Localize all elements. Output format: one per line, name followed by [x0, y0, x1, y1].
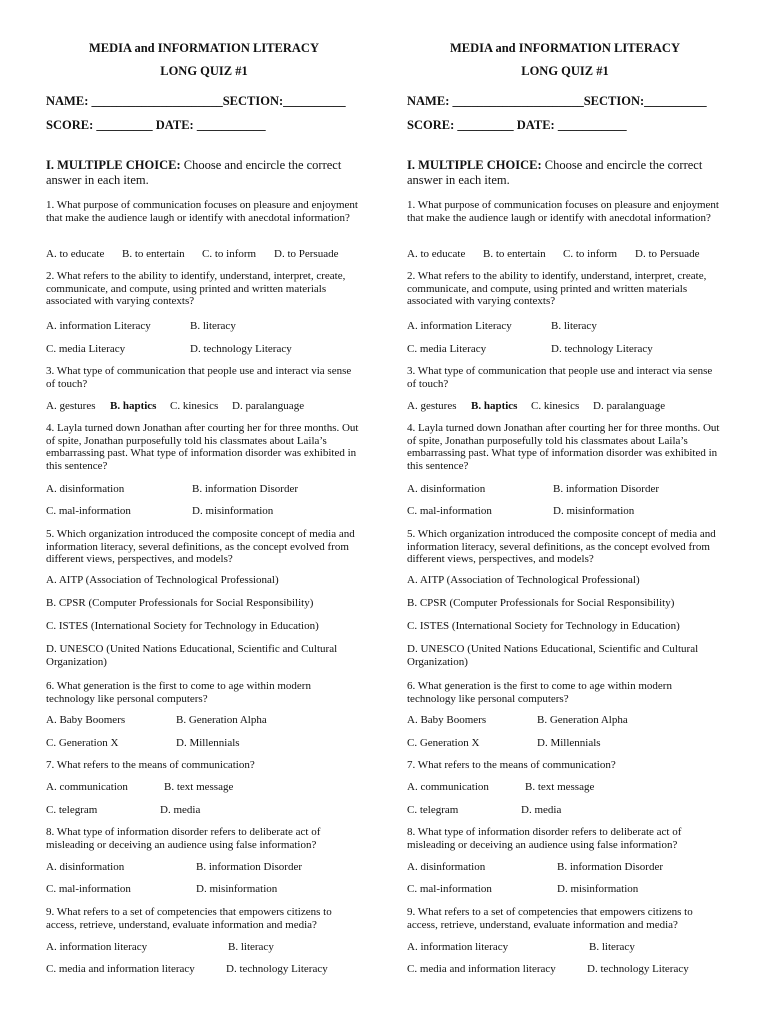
answer-option: D. paralanguage [593, 400, 666, 412]
answer-option: D. paralanguage [232, 400, 305, 412]
question-text: 3. What type of communication that people use and interact via sense of touch? [46, 365, 352, 390]
question-text: 6. What generation is the first to come to age within modern technology like personal computers? [46, 680, 311, 705]
answer-option: C. ISTES (International Society for Technology in Education) [407, 620, 680, 632]
answer-option: B. CPSR (Computer Professionals for Social Responsibility) [407, 597, 675, 609]
answer-option: A. disinformation [46, 861, 125, 873]
question-text: 1. What purpose of communication focuses on pleasure and enjoyment that make the audience laugh or identify with anecdotal information? [407, 199, 719, 224]
answer-option: C. kinesics [531, 400, 580, 412]
question-text: 3. What type of communication that people use and interact via sense of touch? [407, 365, 713, 390]
answer-option: A. disinformation [46, 483, 125, 495]
section-instruction [407, 158, 723, 188]
question-text: 9. What refers to a set of competencies that empowers citizens to access, retrieve, understand, evaluate information and media? [407, 906, 693, 931]
answer-option: B. information Disorder [557, 861, 664, 873]
answer-option: D. UNESCO (United Nations Educational, Scientific and Cultural Organization) [46, 643, 338, 668]
answer-option: A. gestures [407, 400, 457, 412]
answer-option: C. kinesics [170, 400, 219, 412]
score-date-line: SCORE: _________ DATE: ___________ [407, 118, 627, 132]
answer-option: C. to inform [563, 248, 618, 260]
answer-option: A. Baby Boomers [46, 714, 126, 726]
quiz-subtitle: LONG QUIZ #1 [160, 64, 248, 78]
answer-option: A. communication [407, 781, 489, 793]
score-date-line: SCORE: _________ DATE: ___________ [46, 118, 266, 132]
answer-option: D. misinformation [553, 505, 635, 517]
answer-option: D. technology Literacy [190, 343, 292, 355]
answer-option: B. Generation Alpha [537, 714, 628, 726]
answer-option: A. AITP (Association of Technological Professional) [46, 574, 279, 586]
quiz-copy-left [46, 0, 376, 1024]
answer-option: A. to educate [407, 248, 466, 260]
answer-option-selected: B. haptics [471, 400, 518, 412]
answer-option: D. technology Literacy [226, 963, 328, 975]
answer-option: C. telegram [407, 804, 459, 816]
answer-option: C. mal-information [407, 505, 492, 517]
answer-option: A. disinformation [407, 861, 486, 873]
answer-option: D. technology Literacy [551, 343, 653, 355]
answer-option: A. Baby Boomers [407, 714, 487, 726]
answer-option: B. to entertain [122, 248, 185, 260]
answer-option: B. Generation Alpha [176, 714, 267, 726]
question-text: 5. Which organization introduced the composite concept of media and information literacy, several definitions, as the concept evolved from different views, perspectives, and models? [46, 528, 355, 565]
answer-option: A. disinformation [407, 483, 486, 495]
answer-option: A. communication [46, 781, 128, 793]
answer-option: C. media and information literacy [46, 963, 195, 975]
question-text: 6. What generation is the first to come to age within modern technology like personal computers? [407, 680, 672, 705]
answer-option: C. media Literacy [407, 343, 487, 355]
question-text: 2. What refers to the ability to identify, understand, interpret, create, communicate, and compute, using printed and written materials associated with varying contexts? [46, 270, 346, 307]
answer-option: B. literacy [551, 320, 597, 332]
answer-option: B. information Disorder [192, 483, 299, 495]
question-text: 7. What refers to the means of communication? [46, 759, 255, 771]
question-text: 1. What purpose of communication focuses on pleasure and enjoyment that make the audience laugh or identify with anecdotal information? [46, 199, 358, 224]
question-text: 5. Which organization introduced the composite concept of media and information literacy, several definitions, as the concept evolved from different views, perspectives, and models? [407, 528, 716, 565]
answer-option: B. literacy [190, 320, 236, 332]
answer-option: B. text message [164, 781, 234, 793]
section-heading: I. MULTIPLE CHOICE: [46, 158, 181, 172]
answer-option: D. misinformation [557, 883, 639, 895]
answer-option: B. information Disorder [553, 483, 660, 495]
quiz-subtitle: LONG QUIZ #1 [521, 64, 609, 78]
name-section-line: NAME: _____________________SECTION:__________ [46, 94, 346, 108]
answer-option: D. media [160, 804, 201, 816]
answer-option: A. information literacy [46, 941, 148, 953]
answer-option: A. AITP (Association of Technological Professional) [407, 574, 640, 586]
answer-option: B. text message [525, 781, 595, 793]
answer-option: B. literacy [589, 941, 635, 953]
answer-option: C. to inform [202, 248, 257, 260]
answer-option: C. mal-information [46, 883, 131, 895]
answer-option: B. CPSR (Computer Professionals for Social Responsibility) [46, 597, 314, 609]
answer-option: C. Generation X [46, 737, 119, 749]
answer-option: D. UNESCO (United Nations Educational, Scientific and Cultural Organization) [407, 643, 699, 668]
answer-option: D. Millennials [176, 737, 240, 749]
answer-option: B. information Disorder [196, 861, 303, 873]
answer-option: D. technology Literacy [587, 963, 689, 975]
answer-option: D. to Persuade [635, 248, 700, 260]
answer-option: A. information Literacy [46, 320, 151, 332]
answer-option: C. ISTES (International Society for Technology in Education) [46, 620, 319, 632]
answer-option: A. information literacy [407, 941, 509, 953]
answer-option: B. literacy [228, 941, 274, 953]
answer-option-selected: B. haptics [110, 400, 157, 412]
answer-option: D. media [521, 804, 562, 816]
answer-option: A. gestures [46, 400, 96, 412]
name-section-line: NAME: _____________________SECTION:__________ [407, 94, 707, 108]
instruction-text: Choose and encircle the correct answer in each item. [407, 158, 703, 187]
question-text: 8. What type of information disorder refers to deliberate act of misleading or deceiving an audience using false information? [407, 826, 682, 851]
answer-option: B. to entertain [483, 248, 546, 260]
answer-option: C. telegram [46, 804, 98, 816]
answer-option: D. misinformation [192, 505, 274, 517]
question-text: 4. Layla turned down Jonathan after courting her for three months. Out of spite, Jonathan purposefully told his classmates about Laila’s embarrassing past. What type of information disorder was exhibited in this sentence? [46, 422, 359, 472]
answer-option: A. information Literacy [407, 320, 512, 332]
quiz-copy-right [407, 0, 737, 1024]
section-heading: I. MULTIPLE CHOICE: [407, 158, 542, 172]
answer-option: A. to educate [46, 248, 105, 260]
question-text: 9. What refers to a set of competencies that empowers citizens to access, retrieve, understand, evaluate information and media? [46, 906, 332, 931]
quiz-title: MEDIA and INFORMATION LITERACY [88, 41, 319, 55]
answer-option: D. Millennials [537, 737, 601, 749]
answer-option: C. Generation X [407, 737, 480, 749]
question-text: 8. What type of information disorder refers to deliberate act of misleading or deceiving an audience using false information? [46, 826, 321, 851]
question-text: 7. What refers to the means of communication? [407, 759, 616, 771]
question-text: 2. What refers to the ability to identify, understand, interpret, create, communicate, and compute, using printed and written materials associated with varying contexts? [407, 270, 707, 307]
answer-option: D. misinformation [196, 883, 278, 895]
quiz-title: MEDIA and INFORMATION LITERACY [449, 41, 680, 55]
question-text: 4. Layla turned down Jonathan after courting her for three months. Out of spite, Jonathan purposefully told his classmates about Laila’s embarrassing past. What type of information disorder was exhibited in this sentence? [407, 422, 720, 472]
answer-option: D. to Persuade [274, 248, 339, 260]
instruction-text: Choose and encircle the correct answer in each item. [46, 158, 342, 187]
answer-option: C. mal-information [46, 505, 131, 517]
answer-option: C. mal-information [407, 883, 492, 895]
section-instruction [46, 158, 362, 188]
answer-option: C. media and information literacy [407, 963, 556, 975]
answer-option: C. media Literacy [46, 343, 126, 355]
